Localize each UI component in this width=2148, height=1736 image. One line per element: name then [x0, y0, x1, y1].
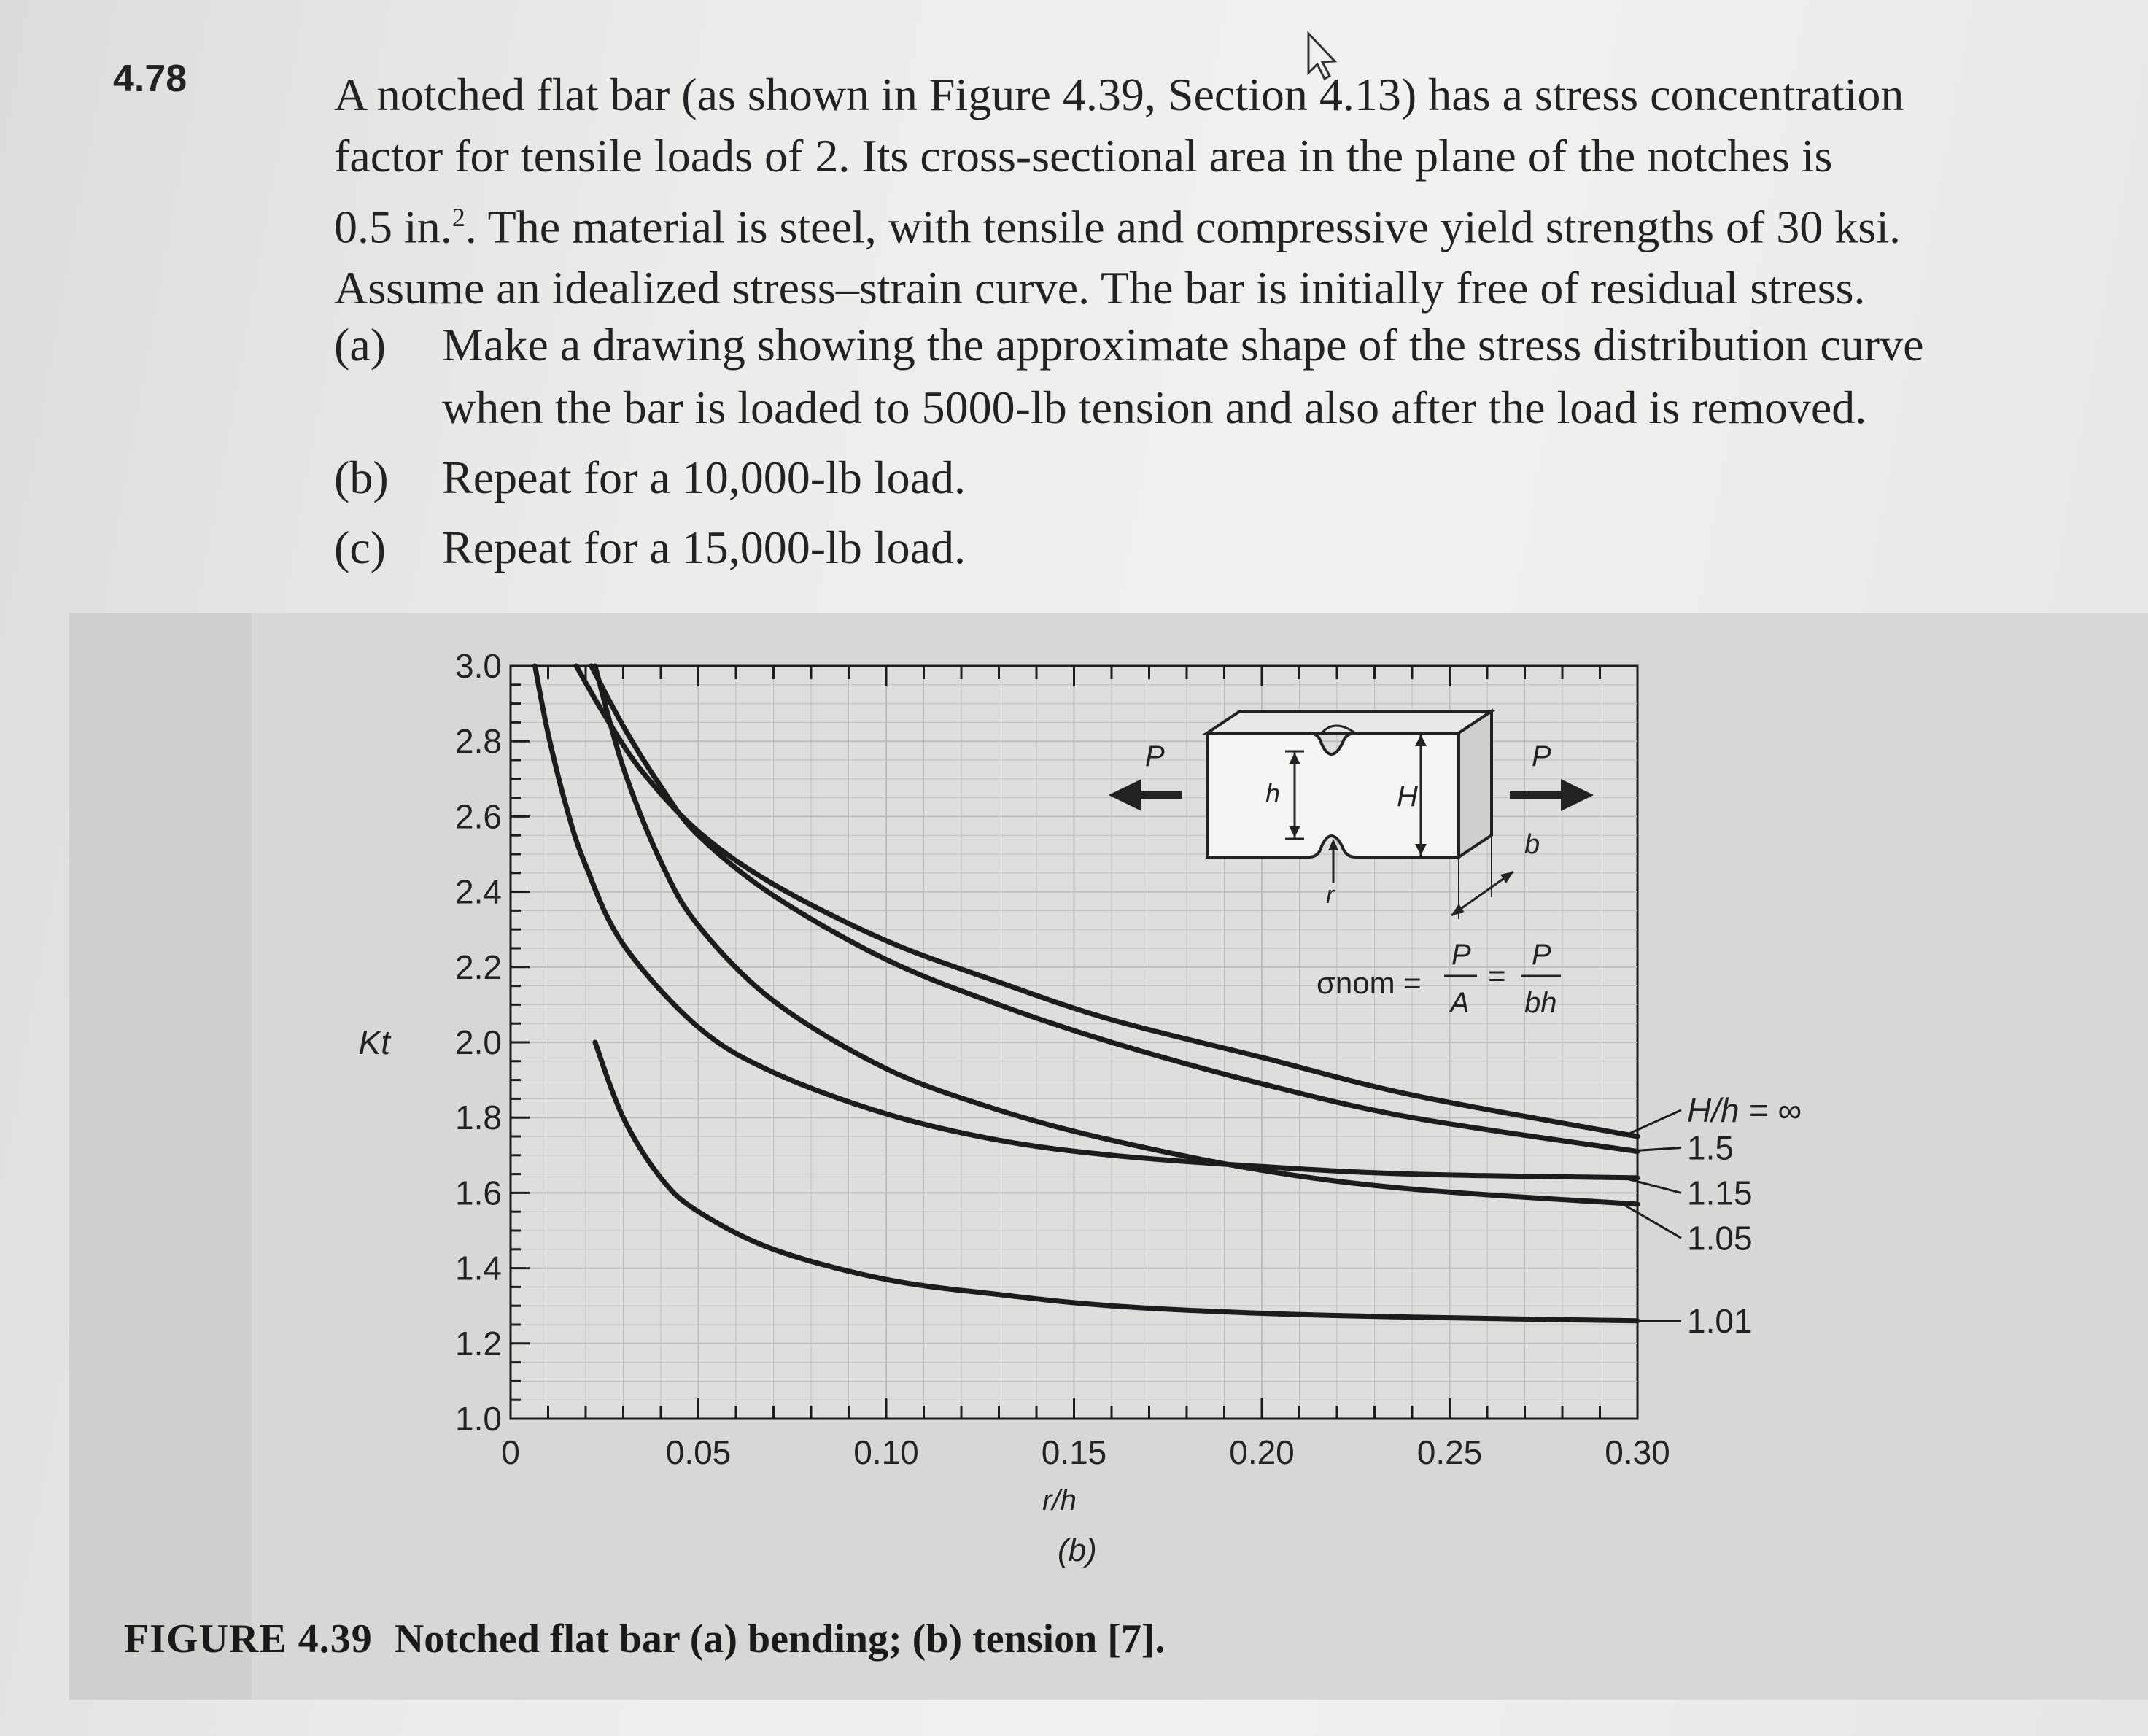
y-tick-label: 2.0 — [455, 1023, 502, 1061]
caption-number: FIGURE 4.39 — [124, 1616, 373, 1662]
part-text: Make a drawing showing the approximate shape of the stress distribution curve when the bar is loaded to 5000-lb tension and also after the load is removed. — [442, 319, 1924, 433]
load-label-left: P — [1145, 740, 1165, 772]
series-label: 1.5 — [1687, 1128, 1734, 1167]
y-axis-label: Kt — [358, 1023, 390, 1061]
formula-den-1: A — [1450, 987, 1470, 1019]
statement-text: . The material is steel, with tensile and compressive yield strengths of 30 ksi. — [465, 201, 1901, 253]
statement-line: A notched flat bar (as shown in Figure 4.39, Section 4.13) has a stress concentration — [334, 69, 1904, 120]
part-label: (a) — [334, 319, 387, 371]
statement-line: Assume an idealized stress–strain curve. The bar is initially free of residual stress. — [334, 262, 1866, 314]
y-tick-label: 1.2 — [455, 1324, 502, 1363]
x-tick-label: 0.10 — [853, 1433, 919, 1471]
y-tick-label: 2.4 — [455, 872, 502, 911]
y-tick-label: 2.8 — [455, 722, 502, 761]
x-axis-label: r/h — [1042, 1484, 1077, 1516]
superscript: 2 — [451, 203, 465, 232]
x-tick-label: 0.30 — [1605, 1433, 1670, 1471]
dim-b-label: b — [1524, 829, 1540, 860]
formula-num-2: P — [1532, 939, 1551, 971]
x-tick-label: 0.15 — [1041, 1433, 1107, 1471]
x-tick-label: 0.20 — [1229, 1433, 1295, 1471]
part-text: Repeat for a 10,000-lb load. — [442, 452, 966, 503]
dim-h-label: h — [1265, 778, 1281, 808]
problem-number: 4.78 — [113, 58, 187, 100]
y-tick-label: 3.0 — [455, 647, 502, 685]
series-label: 1.01 — [1687, 1301, 1753, 1340]
part-label: (b) — [334, 452, 389, 503]
figure-caption — [124, 1616, 1166, 1662]
y-tick-label: 1.0 — [455, 1400, 502, 1438]
y-tick-label: 2.2 — [455, 948, 502, 986]
formula-den-2: bh — [1524, 987, 1557, 1019]
y-tick-label: 1.6 — [455, 1174, 502, 1212]
y-tick-label: 2.6 — [455, 797, 502, 836]
formula-lhs: σnom = — [1317, 966, 1422, 1000]
x-tick-label: 0 — [501, 1433, 520, 1471]
x-tick-label: 0.05 — [665, 1433, 732, 1471]
formula-eq: = — [1488, 958, 1506, 993]
load-label-right: P — [1532, 740, 1551, 772]
y-tick-label: 1.4 — [455, 1249, 502, 1287]
dim-r-label: r — [1326, 881, 1335, 909]
y-tick-label: 1.8 — [455, 1098, 502, 1137]
figure-sub-label: (b) — [1058, 1532, 1097, 1568]
statement-text: 0.5 in. — [334, 201, 452, 253]
formula-num-1: P — [1451, 939, 1471, 971]
part-label: (c) — [334, 522, 387, 573]
part-text: Repeat for a 15,000-lb load. — [442, 522, 966, 573]
series-label: 1.05 — [1687, 1219, 1753, 1258]
caption-text: Notched flat bar (a) bending; (b) tension [7]. — [394, 1616, 1166, 1662]
series-label: 1.15 — [1687, 1174, 1753, 1212]
dim-H-label: H — [1397, 780, 1418, 813]
x-tick-label: 0.25 — [1416, 1433, 1483, 1471]
series-label: H/h = ∞ — [1687, 1090, 1802, 1129]
statement-line: factor for tensile loads of 2. Its cross-sectional area in the plane of the notches is — [334, 130, 1833, 182]
